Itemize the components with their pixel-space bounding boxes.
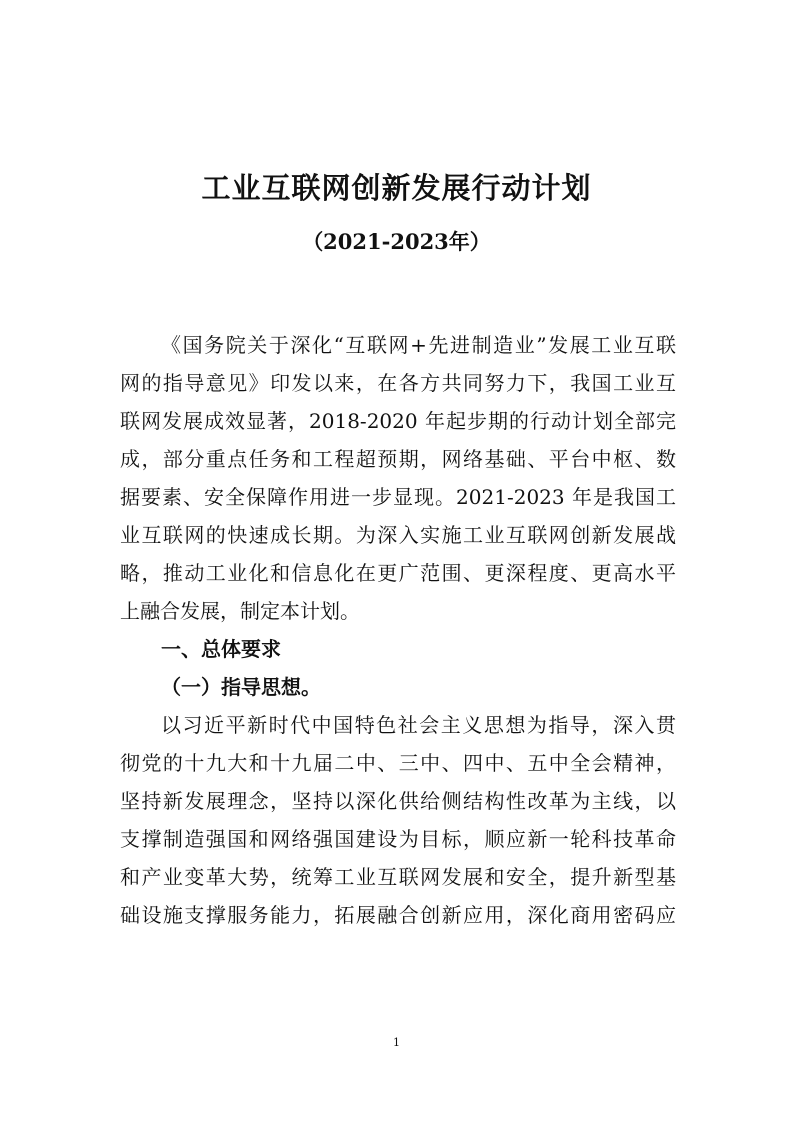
paragraph-line: 业互联网的快速成长期。为深入实施工业互联网创新发展战 bbox=[120, 523, 676, 547]
paragraph-line: 成，部分重点任务和工程超预期，网络基础、平台中枢、数 bbox=[120, 447, 676, 471]
paragraph-line: 坚持新发展理念，坚持以深化供给侧结构性改革为主线，以 bbox=[120, 789, 676, 813]
document-title: 工业互联网创新发展行动计划 bbox=[201, 171, 592, 205]
paragraph-line: 联网发展成效显著，2018-2020 年起步期的行动计划全部完 bbox=[120, 409, 676, 433]
page-number: 1 bbox=[393, 1036, 400, 1049]
paragraph-line: 和产业变革大势，统筹工业互联网发展和安全，提升新型基 bbox=[120, 865, 676, 889]
paragraph-line: 略，推动工业化和信息化在更广范围、更深程度、更高水平 bbox=[120, 561, 676, 585]
subsection-heading: （一）指导思想。 bbox=[161, 675, 321, 699]
paragraph-line: 支撑制造强国和网络强国建设为目标，顺应新一轮科技革命 bbox=[120, 827, 676, 851]
paragraph-line: 上融合发展，制定本计划。 bbox=[120, 599, 360, 623]
paragraph-line: 础设施支撑服务能力，拓展融合创新应用，深化商用密码应 bbox=[120, 903, 676, 927]
paragraph-line: 以习近平新时代中国特色社会主义思想为指导，深入贯 bbox=[161, 713, 676, 737]
paragraph-line: 《国务院关于深化“互联网+先进制造业”发展工业互联 bbox=[161, 333, 676, 357]
paragraph-line: 网的指导意见》印发以来，在各方共同努力下，我国工业互 bbox=[120, 371, 676, 395]
paragraph-line: 据要素、安全保障作用进一步显现。2021-2023 年是我国工 bbox=[120, 485, 676, 509]
section-heading: 一、总体要求 bbox=[161, 637, 281, 661]
document-subtitle: （2021-2023年） bbox=[302, 229, 491, 254]
document-body bbox=[120, 326, 676, 934]
paragraph-line: 彻党的十九大和十九届二中、三中、四中、五中全会精神， bbox=[120, 751, 676, 775]
